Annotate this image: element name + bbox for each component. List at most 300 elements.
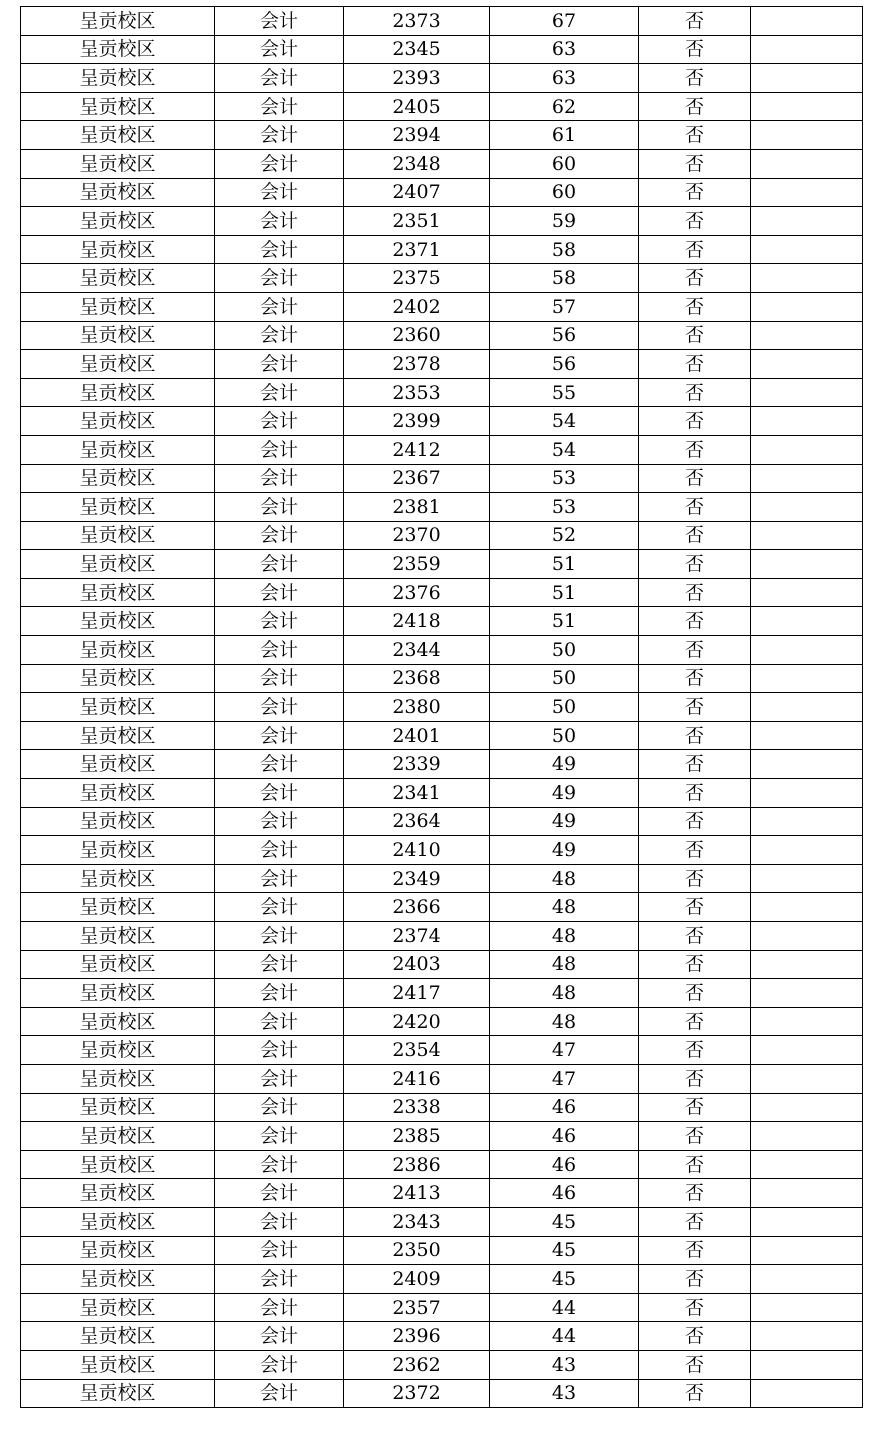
campus-cell: 呈贡校区 [21, 1293, 215, 1322]
table-body [21, 7, 863, 1408]
major-cell: 会计 [215, 1265, 344, 1294]
id-cell: 2410 [344, 836, 490, 865]
table-row [21, 1236, 863, 1265]
table-row [21, 92, 863, 121]
status-cell: 否 [639, 922, 751, 951]
note-cell [751, 1322, 863, 1351]
campus-cell: 呈贡校区 [21, 35, 215, 64]
note-cell [751, 1207, 863, 1236]
status-cell: 否 [639, 1007, 751, 1036]
score-cell: 48 [490, 893, 639, 922]
table-row [21, 1265, 863, 1294]
table-row [21, 407, 863, 436]
id-cell: 2418 [344, 607, 490, 636]
table-row [21, 121, 863, 150]
note-cell [751, 35, 863, 64]
major-cell: 会计 [215, 1207, 344, 1236]
major-cell: 会计 [215, 922, 344, 951]
id-cell: 2362 [344, 1350, 490, 1379]
score-cell: 43 [490, 1379, 639, 1408]
id-cell: 2366 [344, 893, 490, 922]
table-row [21, 922, 863, 951]
table-row [21, 350, 863, 379]
id-cell: 2402 [344, 292, 490, 321]
note-cell [751, 578, 863, 607]
note-cell [751, 521, 863, 550]
score-cell: 46 [490, 1093, 639, 1122]
major-cell: 会计 [215, 578, 344, 607]
id-cell: 2399 [344, 407, 490, 436]
note-cell [751, 464, 863, 493]
campus-cell: 呈贡校区 [21, 1350, 215, 1379]
id-cell: 2375 [344, 264, 490, 293]
major-cell: 会计 [215, 1122, 344, 1151]
status-cell: 否 [639, 693, 751, 722]
status-cell: 否 [639, 321, 751, 350]
campus-cell: 呈贡校区 [21, 950, 215, 979]
note-cell [751, 550, 863, 579]
note-cell [751, 836, 863, 865]
table-row [21, 893, 863, 922]
note-cell [751, 64, 863, 93]
id-cell: 2367 [344, 464, 490, 493]
table-row [21, 149, 863, 178]
major-cell: 会计 [215, 207, 344, 236]
major-cell: 会计 [215, 607, 344, 636]
score-cell: 63 [490, 64, 639, 93]
id-cell: 2413 [344, 1179, 490, 1208]
score-cell: 46 [490, 1122, 639, 1151]
note-cell [751, 1093, 863, 1122]
campus-cell: 呈贡校区 [21, 64, 215, 93]
table-row [21, 292, 863, 321]
id-cell: 2349 [344, 864, 490, 893]
status-cell: 否 [639, 350, 751, 379]
note-cell [751, 1036, 863, 1065]
campus-cell: 呈贡校区 [21, 1064, 215, 1093]
note-cell [751, 235, 863, 264]
table-row [21, 836, 863, 865]
major-cell: 会计 [215, 435, 344, 464]
major-cell: 会计 [215, 979, 344, 1008]
status-cell: 否 [639, 1036, 751, 1065]
status-cell: 否 [639, 435, 751, 464]
table-row [21, 493, 863, 522]
id-cell: 2409 [344, 1265, 490, 1294]
campus-cell: 呈贡校区 [21, 922, 215, 951]
campus-cell: 呈贡校区 [21, 1122, 215, 1151]
note-cell [751, 664, 863, 693]
score-cell: 60 [490, 149, 639, 178]
id-cell: 2359 [344, 550, 490, 579]
score-cell: 46 [490, 1179, 639, 1208]
campus-cell: 呈贡校区 [21, 292, 215, 321]
score-cell: 51 [490, 550, 639, 579]
campus-cell: 呈贡校区 [21, 435, 215, 464]
status-cell: 否 [639, 407, 751, 436]
major-cell: 会计 [215, 35, 344, 64]
id-cell: 2370 [344, 521, 490, 550]
score-cell: 56 [490, 321, 639, 350]
table-row [21, 636, 863, 665]
table-row [21, 64, 863, 93]
campus-cell: 呈贡校区 [21, 521, 215, 550]
note-cell [751, 121, 863, 150]
note-cell [751, 1265, 863, 1294]
score-cell: 63 [490, 35, 639, 64]
id-cell: 2417 [344, 979, 490, 1008]
campus-cell: 呈贡校区 [21, 693, 215, 722]
major-cell: 会计 [215, 149, 344, 178]
status-cell: 否 [639, 178, 751, 207]
score-cell: 43 [490, 1350, 639, 1379]
id-cell: 2371 [344, 235, 490, 264]
major-cell: 会计 [215, 893, 344, 922]
score-cell: 67 [490, 7, 639, 36]
note-cell [751, 1007, 863, 1036]
campus-cell: 呈贡校区 [21, 1036, 215, 1065]
id-cell: 2357 [344, 1293, 490, 1322]
id-cell: 2353 [344, 378, 490, 407]
score-cell: 49 [490, 807, 639, 836]
table-row [21, 1207, 863, 1236]
score-cell: 52 [490, 521, 639, 550]
table-row [21, 378, 863, 407]
status-cell: 否 [639, 1093, 751, 1122]
id-cell: 2386 [344, 1150, 490, 1179]
table-row [21, 721, 863, 750]
score-cell: 45 [490, 1265, 639, 1294]
note-cell [751, 92, 863, 121]
status-cell: 否 [639, 1207, 751, 1236]
status-cell: 否 [639, 578, 751, 607]
note-cell [751, 321, 863, 350]
table-row [21, 207, 863, 236]
status-cell: 否 [639, 636, 751, 665]
note-cell [751, 407, 863, 436]
table-row [21, 264, 863, 293]
major-cell: 会计 [215, 1179, 344, 1208]
status-cell: 否 [639, 92, 751, 121]
campus-cell: 呈贡校区 [21, 578, 215, 607]
id-cell: 2345 [344, 35, 490, 64]
major-cell: 会计 [215, 378, 344, 407]
campus-cell: 呈贡校区 [21, 836, 215, 865]
id-cell: 2339 [344, 750, 490, 779]
note-cell [751, 1293, 863, 1322]
status-cell: 否 [639, 207, 751, 236]
campus-cell: 呈贡校区 [21, 1179, 215, 1208]
score-cell: 54 [490, 407, 639, 436]
status-cell: 否 [639, 1350, 751, 1379]
campus-cell: 呈贡校区 [21, 779, 215, 808]
table-row [21, 1122, 863, 1151]
id-cell: 2405 [344, 92, 490, 121]
major-cell: 会计 [215, 779, 344, 808]
major-cell: 会计 [215, 807, 344, 836]
id-cell: 2381 [344, 493, 490, 522]
score-cell: 46 [490, 1150, 639, 1179]
id-cell: 2344 [344, 636, 490, 665]
major-cell: 会计 [215, 264, 344, 293]
campus-cell: 呈贡校区 [21, 350, 215, 379]
campus-cell: 呈贡校区 [21, 807, 215, 836]
major-cell: 会计 [215, 1150, 344, 1179]
note-cell [751, 1150, 863, 1179]
major-cell: 会计 [215, 121, 344, 150]
note-cell [751, 264, 863, 293]
status-cell: 否 [639, 1179, 751, 1208]
campus-cell: 呈贡校区 [21, 1322, 215, 1351]
campus-cell: 呈贡校区 [21, 1093, 215, 1122]
campus-cell: 呈贡校区 [21, 1007, 215, 1036]
major-cell: 会计 [215, 493, 344, 522]
major-cell: 会计 [215, 7, 344, 36]
score-cell: 60 [490, 178, 639, 207]
score-cell: 57 [490, 292, 639, 321]
id-cell: 2401 [344, 721, 490, 750]
campus-cell: 呈贡校区 [21, 864, 215, 893]
status-cell: 否 [639, 550, 751, 579]
campus-cell: 呈贡校区 [21, 1265, 215, 1294]
note-cell [751, 1122, 863, 1151]
id-cell: 2372 [344, 1379, 490, 1408]
major-cell: 会计 [215, 636, 344, 665]
campus-cell: 呈贡校区 [21, 264, 215, 293]
status-cell: 否 [639, 521, 751, 550]
score-cell: 45 [490, 1207, 639, 1236]
score-cell: 50 [490, 664, 639, 693]
note-cell [751, 1179, 863, 1208]
id-cell: 2364 [344, 807, 490, 836]
score-cell: 53 [490, 464, 639, 493]
score-cell: 59 [490, 207, 639, 236]
table-row [21, 1036, 863, 1065]
status-cell: 否 [639, 1064, 751, 1093]
table-row [21, 1322, 863, 1351]
id-cell: 2343 [344, 1207, 490, 1236]
note-cell [751, 979, 863, 1008]
score-cell: 51 [490, 607, 639, 636]
major-cell: 会计 [215, 235, 344, 264]
note-cell [751, 292, 863, 321]
major-cell: 会计 [215, 864, 344, 893]
table-row [21, 35, 863, 64]
status-cell: 否 [639, 378, 751, 407]
id-cell: 2360 [344, 321, 490, 350]
status-cell: 否 [639, 664, 751, 693]
id-cell: 2378 [344, 350, 490, 379]
note-cell [751, 378, 863, 407]
score-cell: 48 [490, 950, 639, 979]
table-row [21, 321, 863, 350]
table-row [21, 235, 863, 264]
id-cell: 2420 [344, 1007, 490, 1036]
note-cell [751, 721, 863, 750]
score-cell: 49 [490, 836, 639, 865]
score-cell: 47 [490, 1064, 639, 1093]
score-cell: 62 [490, 92, 639, 121]
campus-cell: 呈贡校区 [21, 721, 215, 750]
id-cell: 2412 [344, 435, 490, 464]
note-cell [751, 493, 863, 522]
campus-cell: 呈贡校区 [21, 636, 215, 665]
campus-cell: 呈贡校区 [21, 92, 215, 121]
table-row [21, 607, 863, 636]
status-cell: 否 [639, 1265, 751, 1294]
campus-cell: 呈贡校区 [21, 750, 215, 779]
id-cell: 2394 [344, 121, 490, 150]
status-cell: 否 [639, 35, 751, 64]
campus-cell: 呈贡校区 [21, 664, 215, 693]
major-cell: 会计 [215, 721, 344, 750]
status-cell: 否 [639, 7, 751, 36]
status-cell: 否 [639, 893, 751, 922]
note-cell [751, 149, 863, 178]
major-cell: 会计 [215, 750, 344, 779]
score-cell: 49 [490, 779, 639, 808]
score-cell: 51 [490, 578, 639, 607]
major-cell: 会计 [215, 350, 344, 379]
status-cell: 否 [639, 607, 751, 636]
note-cell [751, 807, 863, 836]
score-cell: 48 [490, 1007, 639, 1036]
table-row [21, 950, 863, 979]
id-cell: 2351 [344, 207, 490, 236]
table-row [21, 521, 863, 550]
table-row [21, 1293, 863, 1322]
major-cell: 会计 [215, 1036, 344, 1065]
major-cell: 会计 [215, 693, 344, 722]
status-cell: 否 [639, 149, 751, 178]
major-cell: 会计 [215, 1093, 344, 1122]
score-cell: 56 [490, 350, 639, 379]
status-cell: 否 [639, 121, 751, 150]
major-cell: 会计 [215, 664, 344, 693]
major-cell: 会计 [215, 1293, 344, 1322]
note-cell [751, 636, 863, 665]
major-cell: 会计 [215, 1236, 344, 1265]
table-row [21, 750, 863, 779]
major-cell: 会计 [215, 178, 344, 207]
campus-cell: 呈贡校区 [21, 407, 215, 436]
status-cell: 否 [639, 836, 751, 865]
table-row [21, 1064, 863, 1093]
major-cell: 会计 [215, 292, 344, 321]
table-row [21, 979, 863, 1008]
note-cell [751, 750, 863, 779]
note-cell [751, 779, 863, 808]
status-cell: 否 [639, 721, 751, 750]
data-table [20, 6, 863, 1408]
score-cell: 48 [490, 979, 639, 1008]
major-cell: 会计 [215, 64, 344, 93]
note-cell [751, 1236, 863, 1265]
status-cell: 否 [639, 292, 751, 321]
note-cell [751, 1350, 863, 1379]
major-cell: 会计 [215, 1322, 344, 1351]
score-cell: 47 [490, 1036, 639, 1065]
note-cell [751, 607, 863, 636]
status-cell: 否 [639, 264, 751, 293]
status-cell: 否 [639, 807, 751, 836]
id-cell: 2341 [344, 779, 490, 808]
score-cell: 50 [490, 636, 639, 665]
id-cell: 2380 [344, 693, 490, 722]
table-row [21, 693, 863, 722]
table-row [21, 807, 863, 836]
id-cell: 2393 [344, 64, 490, 93]
status-cell: 否 [639, 864, 751, 893]
id-cell: 2403 [344, 950, 490, 979]
status-cell: 否 [639, 235, 751, 264]
campus-cell: 呈贡校区 [21, 1236, 215, 1265]
score-cell: 48 [490, 864, 639, 893]
table-row [21, 178, 863, 207]
note-cell [751, 893, 863, 922]
score-cell: 50 [490, 693, 639, 722]
table-row [21, 664, 863, 693]
major-cell: 会计 [215, 464, 344, 493]
score-cell: 58 [490, 235, 639, 264]
id-cell: 2348 [344, 149, 490, 178]
status-cell: 否 [639, 950, 751, 979]
status-cell: 否 [639, 464, 751, 493]
campus-cell: 呈贡校区 [21, 893, 215, 922]
campus-cell: 呈贡校区 [21, 121, 215, 150]
major-cell: 会计 [215, 836, 344, 865]
table-row [21, 1179, 863, 1208]
id-cell: 2407 [344, 178, 490, 207]
table-row [21, 864, 863, 893]
note-cell [751, 922, 863, 951]
table-row [21, 1150, 863, 1179]
table-row [21, 550, 863, 579]
score-cell: 49 [490, 750, 639, 779]
note-cell [751, 178, 863, 207]
major-cell: 会计 [215, 550, 344, 579]
table-row [21, 1093, 863, 1122]
table-row [21, 435, 863, 464]
major-cell: 会计 [215, 1350, 344, 1379]
score-cell: 55 [490, 378, 639, 407]
status-cell: 否 [639, 493, 751, 522]
major-cell: 会计 [215, 950, 344, 979]
table-row [21, 779, 863, 808]
major-cell: 会计 [215, 1379, 344, 1408]
table-row [21, 1007, 863, 1036]
score-cell: 45 [490, 1236, 639, 1265]
status-cell: 否 [639, 1236, 751, 1265]
status-cell: 否 [639, 750, 751, 779]
note-cell [751, 864, 863, 893]
major-cell: 会计 [215, 1064, 344, 1093]
score-cell: 50 [490, 721, 639, 750]
id-cell: 2416 [344, 1064, 490, 1093]
note-cell [751, 1064, 863, 1093]
id-cell: 2368 [344, 664, 490, 693]
id-cell: 2350 [344, 1236, 490, 1265]
campus-cell: 呈贡校区 [21, 235, 215, 264]
id-cell: 2373 [344, 7, 490, 36]
id-cell: 2374 [344, 922, 490, 951]
score-cell: 44 [490, 1322, 639, 1351]
status-cell: 否 [639, 979, 751, 1008]
score-cell: 48 [490, 922, 639, 951]
note-cell [751, 7, 863, 36]
campus-cell: 呈贡校区 [21, 207, 215, 236]
note-cell [751, 1379, 863, 1408]
